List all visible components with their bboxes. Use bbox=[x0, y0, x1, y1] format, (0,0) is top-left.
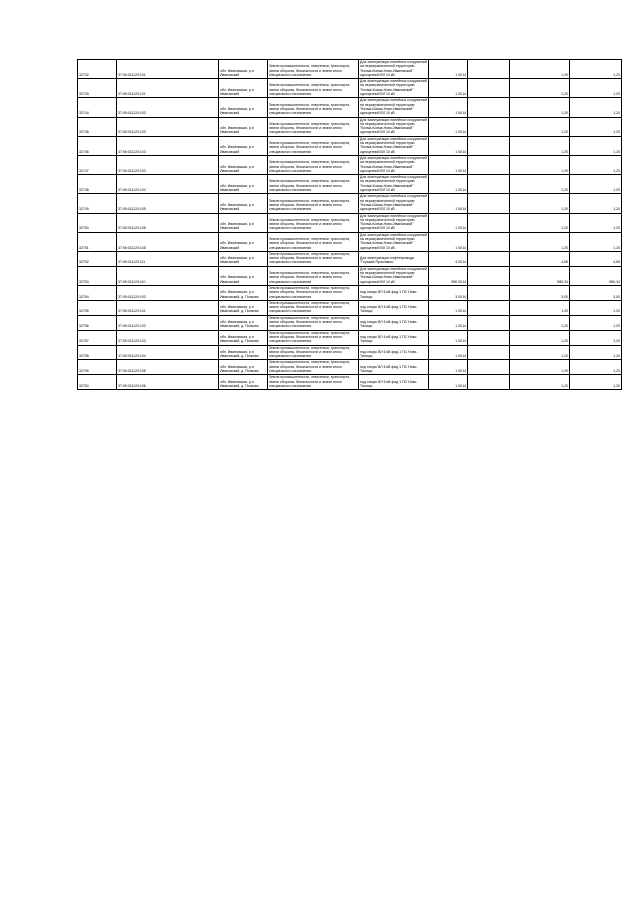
table-row bbox=[78, 360, 622, 375]
permitted-use: под опоры ВЛ 6 кВ фид 1 ПС Ново-Талицы bbox=[359, 285, 429, 300]
address: обл. Ивановская, р-н Ивановский bbox=[219, 117, 268, 136]
value-c: 3,00 bbox=[570, 285, 622, 300]
area-code: 1 0014 bbox=[429, 175, 468, 194]
permitted-use: Для эксплуатации линейных сооружений на неразграниченной территории "Кохма-Кохма-Ново-Ивановский" одноцепной ВЛ 10 кВ bbox=[360, 155, 427, 173]
empty-cell bbox=[468, 79, 510, 98]
value-b: 1,20 bbox=[510, 315, 570, 330]
row-number: 32749 bbox=[78, 194, 117, 213]
value-c: 1,20 bbox=[570, 232, 622, 251]
cadastral-number: 37:05:011120:106 bbox=[117, 375, 219, 390]
empty-cell bbox=[468, 330, 510, 345]
table-body bbox=[78, 60, 622, 390]
row-number: 32758 bbox=[78, 345, 117, 360]
value-c: 1,20 bbox=[570, 300, 622, 315]
area-code: 1 0014 bbox=[429, 117, 468, 136]
value-b: 1,20 bbox=[510, 136, 570, 155]
empty-cell bbox=[468, 285, 510, 300]
empty-cell bbox=[468, 60, 510, 79]
table-row bbox=[78, 213, 622, 232]
address: обл. Ивановская, р-н Ивановский, д. Попково bbox=[219, 285, 268, 300]
value-c: 4,65 bbox=[570, 251, 622, 266]
value-b: 1,20 bbox=[510, 232, 570, 251]
land-category: Земли промышленности, энергетики, транспорта, земли обороны, безопасности и земли иного специального назначения bbox=[268, 117, 359, 136]
row-number: 32747 bbox=[78, 155, 117, 174]
value-c: 1,20 bbox=[570, 330, 622, 345]
value-c: 1,20 bbox=[570, 213, 622, 232]
cadastral-number: 37:05:011120:103 bbox=[117, 136, 219, 155]
permitted-use: Для эксплуатации линейных сооружений на неразграниченной территории "Кохма-Кохма-Ново-Ивановский" одноцепной ВЛ 10 кВ bbox=[360, 266, 427, 284]
land-category: Земли промышленности, энергетики, транспорта, земли обороны, безопасности и земли иного специального назначения bbox=[268, 98, 359, 117]
area-code: 4 0014 bbox=[429, 251, 468, 266]
table-row bbox=[78, 345, 622, 360]
permitted-use: Для эксплуатации линейных сооружений на неразграниченной территории "Кохма-Кохма-Ново-Ивановский" одноцепной ВЛ 10 кВ bbox=[360, 194, 427, 212]
table-row bbox=[78, 315, 622, 330]
land-category: Земли промышленности, энергетики, транспорта, земли обороны, безопасности и земли иного специального назначения bbox=[268, 213, 359, 232]
value-b: 1,20 bbox=[510, 98, 570, 117]
empty-cell bbox=[468, 155, 510, 174]
empty-cell bbox=[468, 136, 510, 155]
table-row bbox=[78, 232, 622, 251]
value-c: 1,20 bbox=[570, 136, 622, 155]
land-parcels-table bbox=[77, 59, 622, 390]
address: обл. Ивановская, р-н Ивановский, д. Попково bbox=[219, 375, 268, 390]
table-row bbox=[78, 375, 622, 390]
land-category: Земли промышленности, энергетики, транспорта, земли обороны, безопасности и земли иного специального назначения bbox=[268, 330, 359, 345]
table-row bbox=[78, 251, 622, 266]
table-row bbox=[78, 266, 622, 285]
area-code: 1 0014 bbox=[429, 98, 468, 117]
cadastral-number: 37:05:011120:105 bbox=[117, 360, 219, 375]
table-row bbox=[78, 117, 622, 136]
address: обл. Ивановская, р-н Ивановский bbox=[219, 213, 268, 232]
table-row bbox=[78, 330, 622, 345]
row-number: 32746 bbox=[78, 136, 117, 155]
cadastral-number: 37:05:011120:102 bbox=[117, 98, 219, 117]
value-c: 1,20 bbox=[570, 155, 622, 174]
permitted-use: под опоры ВЛ 6 кВ фид 1 ПС Ново-Талицы bbox=[359, 330, 429, 345]
empty-cell bbox=[468, 375, 510, 390]
empty-cell bbox=[468, 232, 510, 251]
table-row bbox=[78, 175, 622, 194]
address: обл. Ивановская, р-н Ивановский bbox=[219, 175, 268, 194]
empty-cell bbox=[468, 360, 510, 375]
value-c: 1,20 bbox=[570, 345, 622, 360]
cadastral-number: 37:05:011120:103 bbox=[117, 330, 219, 345]
permitted-use: под опоры ВЛ 6 кВ фид 1 ПС Ново-Талицы bbox=[359, 360, 429, 375]
row-number: 32742 bbox=[78, 60, 117, 79]
address: обл. Ивановская, р-н Ивановский bbox=[219, 136, 268, 155]
permitted-use: Для эксплуатации линейных сооружений на неразграниченной территории "Кохма-Кохма-Ново-Ивановский" одноцепной ВЛ 10 кВ bbox=[360, 232, 427, 250]
address: обл. Ивановская, р-н Ивановский bbox=[219, 79, 268, 98]
cadastral-number: 37:05:011120:101 bbox=[117, 60, 219, 79]
permitted-use: Для эксплуатации линейных сооружений на неразграниченной территории "Кохма-Кохма-Ново-Ивановский" одноцепной ВЛ 10 кВ bbox=[360, 213, 427, 231]
area-code: 1 0014 bbox=[429, 232, 468, 251]
area-code: 1 0014 bbox=[429, 300, 468, 315]
land-category: Земли промышленности, энергетики, транспорта, земли обороны, безопасности и земли иного специального назначения bbox=[268, 60, 359, 79]
area-code: 1 0014 bbox=[429, 330, 468, 345]
permitted-use: Для эксплуатации линейных сооружений на неразграниченной территории "Кохма-Кохма-Ново-Ивановский" одноцепной ВЛ 10 кВ bbox=[360, 136, 427, 154]
row-number: 32752 bbox=[78, 251, 117, 266]
land-category: Земли промышленности, энергетики, транспорта, земли обороны, безопасности и земли иного специального назначения bbox=[268, 345, 359, 360]
permitted-use: Для эксплуатации линейных сооружений на неразграниченной территории "Кохма-Кохма-Ново-Ивановский" одноцепной ВЛ 10 кВ bbox=[360, 117, 427, 135]
address: обл. Ивановская, р-н Ивановский bbox=[219, 266, 268, 285]
row-number: 32748 bbox=[78, 175, 117, 194]
value-c: 1,20 bbox=[570, 375, 622, 390]
row-number: 32760 bbox=[78, 375, 117, 390]
table-row bbox=[78, 79, 622, 98]
address: обл. Ивановская, р-н Ивановский, д. Попково bbox=[219, 330, 268, 345]
land-category: Земли промышленности, энергетики, транспорта, земли обороны, безопасности и земли иного специального назначения bbox=[268, 266, 359, 285]
area-code: 3 0014 bbox=[429, 285, 468, 300]
empty-cell bbox=[468, 98, 510, 117]
row-number: 32744 bbox=[78, 98, 117, 117]
empty-cell bbox=[468, 315, 510, 330]
row-number: 32743 bbox=[78, 79, 117, 98]
permitted-use: Для эксплуатации линейных сооружений на неразграниченной территории "Кохма-Кохма-Ново-Ивановский" одноцепной ВЛ 10 кВ bbox=[360, 98, 427, 116]
value-b: 1,20 bbox=[510, 360, 570, 375]
value-c: 1,20 bbox=[570, 360, 622, 375]
value-c: 1,20 bbox=[570, 60, 622, 79]
area-code: 1 0014 bbox=[429, 79, 468, 98]
row-number: 32753 bbox=[78, 266, 117, 285]
cadastral-number: 37:05:011120:104 bbox=[117, 175, 219, 194]
cadastral-number: 37:05:011120:111 bbox=[117, 251, 219, 266]
value-c: 1,20 bbox=[570, 98, 622, 117]
cadastral-number: 37:05:011120:102 bbox=[117, 285, 219, 300]
land-category: Земли промышленности, энергетики, транспорта, земли обороны, безопасности и земли иного специального назначения bbox=[268, 285, 359, 300]
row-number: 32750 bbox=[78, 213, 117, 232]
address: обл. Ивановская, р-н Ивановский bbox=[219, 98, 268, 117]
permitted-use: под опоры ВЛ 6 кВ фид 1 ПС Ново-Талицы bbox=[359, 345, 429, 360]
table-row bbox=[78, 300, 622, 315]
cadastral-number: 37:05:011120:101 bbox=[117, 79, 219, 98]
address: обл. Ивановская, р-н Ивановский, д. Попково bbox=[219, 345, 268, 360]
value-b: 1,20 bbox=[510, 300, 570, 315]
value-c: 1,20 bbox=[570, 117, 622, 136]
permitted-use: под опоры ВЛ 6 кВ фид 1 ПС Ново-Талицы bbox=[359, 375, 429, 390]
land-category: Земли промышленности, энергетики, транспорта, земли обороны, безопасности и земли иного специального назначения bbox=[268, 360, 359, 375]
area-code: 1 0014 bbox=[429, 213, 468, 232]
empty-cell bbox=[468, 117, 510, 136]
address: обл. Ивановская, р-н Ивановский bbox=[219, 194, 268, 213]
cadastral-number: 37:05:011120:106 bbox=[117, 213, 219, 232]
address: обл. Ивановская, р-н Ивановский, д. Попково bbox=[219, 300, 268, 315]
table-row bbox=[78, 194, 622, 213]
area-code: 580 0014 bbox=[429, 266, 468, 285]
value-c: 1,20 bbox=[570, 194, 622, 213]
table-row bbox=[78, 60, 622, 79]
table-row bbox=[78, 136, 622, 155]
land-category: Земли промышленности, энергетики, транспорта, земли обороны, безопасности и земли иного специального назначения bbox=[268, 175, 359, 194]
area-code: 1 0014 bbox=[429, 136, 468, 155]
value-b: 1,20 bbox=[510, 330, 570, 345]
value-b: 1,20 bbox=[510, 117, 570, 136]
cadastral-number: 37:05:011120:108 bbox=[117, 232, 219, 251]
cadastral-number: 37:05:011120:101 bbox=[117, 300, 219, 315]
value-b: 1,20 bbox=[510, 155, 570, 174]
empty-cell bbox=[468, 300, 510, 315]
row-number: 32745 bbox=[78, 117, 117, 136]
value-b: 1,20 bbox=[510, 375, 570, 390]
address: обл. Ивановская, р-н Ивановский bbox=[219, 232, 268, 251]
address: обл. Ивановская, р-н Ивановский bbox=[219, 60, 268, 79]
row-number: 32751 bbox=[78, 232, 117, 251]
land-category: Земли промышленности, энергетики, транспорта, земли обороны, безопасности и земли иного специального назначения bbox=[268, 194, 359, 213]
address: обл. Ивановская, р-н Ивановский bbox=[219, 251, 268, 266]
value-b: 1,20 bbox=[510, 213, 570, 232]
permitted-use: под опоры ВЛ 6 кВ фид 1 ПС Ново-Талицы bbox=[359, 315, 429, 330]
permitted-use: под опоры ВЛ 6 кВ фид 1 ПС Ново-Талицы bbox=[359, 300, 429, 315]
cadastral-number: 37:05:011120:103 bbox=[117, 117, 219, 136]
cadastral-number: 37:05:011120:103 bbox=[117, 155, 219, 174]
value-b: 580,34 bbox=[510, 266, 570, 285]
row-number: 32759 bbox=[78, 360, 117, 375]
value-c: 1,20 bbox=[570, 79, 622, 98]
permitted-use: Для эксплуатации линейных сооружений на неразграниченной территории "Кохма-Кохма-Ново-Ивановский" одноцепной ВЛ 10 кВ bbox=[360, 175, 427, 193]
table-row bbox=[78, 155, 622, 174]
area-code: 1 0014 bbox=[429, 360, 468, 375]
land-category: Земли промышленности, энергетики, транспорта, земли обороны, безопасности и земли иного специального назначения bbox=[268, 315, 359, 330]
cadastral-number: 37:05:011120:105 bbox=[117, 194, 219, 213]
row-number: 32756 bbox=[78, 315, 117, 330]
land-category: Земли промышленности, энергетики, транспорта, земли обороны, безопасности и земли иного специального назначения bbox=[268, 136, 359, 155]
area-code: 1 0014 bbox=[429, 155, 468, 174]
table-row bbox=[78, 285, 622, 300]
area-code: 1 0014 bbox=[429, 60, 468, 79]
row-number: 32755 bbox=[78, 300, 117, 315]
value-b: 1,20 bbox=[510, 60, 570, 79]
value-c: 1,20 bbox=[570, 175, 622, 194]
land-category: Земли промышленности, энергетики, транспорта, земли обороны, безопасности и земли иного специального назначения bbox=[268, 300, 359, 315]
empty-cell bbox=[468, 175, 510, 194]
cadastral-number: 37:05:011120:104 bbox=[117, 345, 219, 360]
value-c: 1,20 bbox=[570, 315, 622, 330]
permitted-use: Для эксплуатации линейных сооружений на неразграниченной территории "Кохма-Кохма-Ново-Ивановский" одноцепной ВЛ 10 кВ bbox=[360, 60, 427, 77]
cadastral-number: 37:05:011120:110 bbox=[117, 266, 219, 285]
address: обл. Ивановская, р-н Ивановский, д. Попково bbox=[219, 360, 268, 375]
land-category: Земли промышленности, энергетики, транспорта, земли обороны, безопасности и земли иного специального назначения bbox=[268, 79, 359, 98]
empty-cell bbox=[468, 194, 510, 213]
table-row bbox=[78, 98, 622, 117]
permitted-use: Для эксплуатации нефтепровода "Горький-Ярославль" bbox=[359, 251, 429, 266]
empty-cell bbox=[468, 213, 510, 232]
cadastral-number: 37:05:011120:102 bbox=[117, 315, 219, 330]
area-code: 1 0014 bbox=[429, 194, 468, 213]
land-category: Земли промышленности, энергетики, транспорта, земли обороны, безопасности и земли иного специального назначения bbox=[268, 155, 359, 174]
row-number: 32757 bbox=[78, 330, 117, 345]
land-category: Земли промышленности, энергетики, транспорта, земли обороны, безопасности и земли иного специального назначения bbox=[268, 375, 359, 390]
value-b: 4,65 bbox=[510, 251, 570, 266]
empty-cell bbox=[468, 266, 510, 285]
value-b: 1,20 bbox=[510, 79, 570, 98]
address: обл. Ивановская, р-н Ивановский bbox=[219, 155, 268, 174]
area-code: 1 0014 bbox=[429, 375, 468, 390]
permitted-use: Для эксплуатации линейных сооружений на неразграниченной территории "Кохма-Кохма-Ново-Ивановский" одноцепной ВЛ 10 кВ bbox=[360, 79, 427, 97]
row-number: 32754 bbox=[78, 285, 117, 300]
value-b: 1,20 bbox=[510, 345, 570, 360]
value-b: 1,20 bbox=[510, 194, 570, 213]
value-b: 3,00 bbox=[510, 285, 570, 300]
value-b: 1,20 bbox=[510, 175, 570, 194]
land-category: Земли промышленности, энергетики, транспорта, земли обороны, безопасности и земли иного специального назначения bbox=[268, 232, 359, 251]
area-code: 1 0014 bbox=[429, 345, 468, 360]
empty-cell bbox=[468, 251, 510, 266]
address: обл. Ивановская, р-н Ивановский, д. Попково bbox=[219, 315, 268, 330]
area-code: 1 0014 bbox=[429, 315, 468, 330]
value-c: 580,34 bbox=[570, 266, 622, 285]
empty-cell bbox=[468, 345, 510, 360]
land-category: Земли промышленности, энергетики, транспорта, земли обороны, безопасности и земли иного специального назначения bbox=[268, 251, 359, 266]
